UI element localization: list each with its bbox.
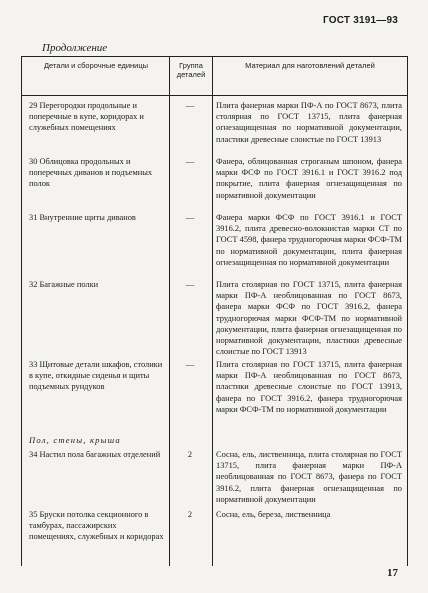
- section-heading: Пол, стены, крыша: [29, 435, 121, 445]
- continued-label: Продолжение: [42, 42, 108, 54]
- header-divider: [21, 95, 408, 96]
- column-divider: [169, 57, 170, 566]
- row-35-group: 2: [187, 510, 193, 519]
- table-left-border: [21, 57, 22, 566]
- column-divider: [212, 57, 213, 566]
- row-29-item: 29 Перегородки продольные и поперечные в купе, коридорах и служебных помещениях: [29, 101, 144, 133]
- page-header: ГОСТ 3191—93: [323, 15, 398, 26]
- row-35-item: 35 Бруски потолка секционного в тамбурах, пассажирских помещениях, служебных и коридорах: [29, 510, 164, 542]
- row-32-material: Плита столярная по ГОСТ 13715, плита фанерная марки ПФ-А необлицованная по ГОСТ 8673, фанера марки ФСФ по ГОСТ 3916.2, фанера трудногорючая марки ФСФ-ТМ по нормативной документации, плита фанерная огнезащищенная по нормативной документации, пластики древесные слоистые по ГОСТ 13913: [216, 280, 402, 357]
- row-33-group: —: [185, 360, 195, 369]
- row-30-group: —: [185, 157, 195, 166]
- row-33-material: Плита столярная по ГОСТ 13715, плита фанерная марки ПФ-А необлицованная по ГОСТ 8673, пластики древесные слоистые по ГОСТ 13913, фанера по ГОСТ 3916.2, фанера трудногорючая марки ФСФ-ТМ по нормативной документации: [216, 360, 402, 414]
- row-29-group: —: [185, 101, 195, 110]
- row-33-item: 33 Щитовые детали шкафов, столики в купе, откидные сиденья и щиты подъемных рундуков: [29, 360, 163, 392]
- row-35-material: Сосна, ель, береза, лиственница: [216, 510, 331, 519]
- row-34-item: 34 Настил пола багажных отделений: [29, 450, 161, 459]
- row-30-item: 30 Облицовка продольных и поперечных диванов и подъемных полок: [29, 157, 153, 189]
- row-29-material: Плита фанерная марки ПФ-А по ГОСТ 8673, плита столярная по ГОСТ 13715, плита фанерная огнезащищенная по нормативной документации, пластики древесные слоистые по ГОСТ 13913: [216, 101, 402, 144]
- row-30-material: Фанера, облицованная строганым шпоном, фанера марки ФСФ по ГОСТ 3916.1 и ГОСТ 3916.2 под покрытие, плита фанерная огнезащищенная по нормативной документации: [216, 157, 402, 200]
- column-header-material: Материал для наготовлений деталей: [245, 61, 375, 70]
- table-right-border: [407, 57, 408, 566]
- row-31-group: —: [185, 213, 195, 222]
- row-31-material: Фанера марки ФСФ по ГОСТ 3916.1 и ГОСТ 3916.2, плита древесно-волокнистая марки СТ по ГОСТ 4598, фанера трудногорючая марки ФСФ-ТМ по нормативной документации, плита фанерная огнезащищенная по нормативной документации: [216, 213, 402, 267]
- row-32-item: 32 Багажные полки: [29, 280, 99, 289]
- row-34-group: 2: [187, 450, 193, 459]
- column-header-parts: Детали и сборочные единицы: [43, 61, 149, 70]
- row-32-group: —: [185, 280, 195, 289]
- page-number: 17: [387, 567, 398, 579]
- standards-table: [21, 56, 408, 566]
- row-34-material: Сосна, ель, лиственница, плита столярная по ГОСТ 13715, плита фанерная марки ПФ-А необлицованная по ГОСТ 8673, фанера по ГОСТ 3916.2, плита фанерная огнезащищенная по нормативной документации: [216, 450, 402, 504]
- row-31-item: 31 Внутренние щиты диванов: [29, 213, 136, 222]
- column-header-group: Группа деталей: [176, 61, 206, 79]
